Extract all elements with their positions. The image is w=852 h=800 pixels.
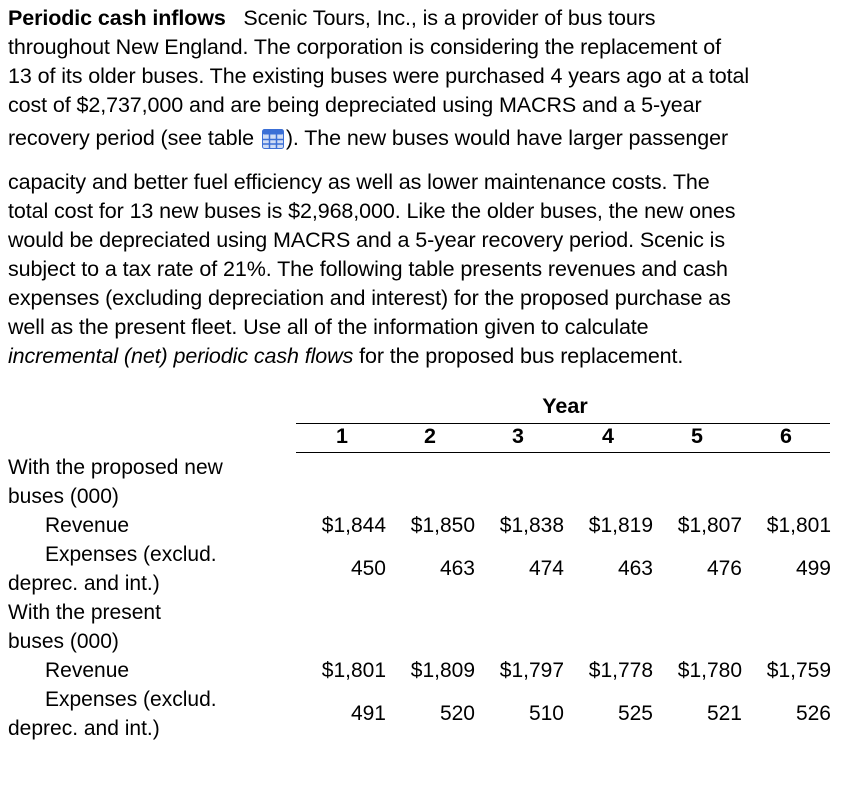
problem-text: for the proposed bus replacement. — [353, 344, 684, 368]
proposed-expenses-y2: 463 — [439, 557, 475, 580]
present-revenue-label: Revenue — [45, 659, 130, 682]
present-expenses-label-line1: Expenses (exclud. — [45, 688, 217, 711]
proposed-expenses-y4: 463 — [617, 557, 653, 580]
header-rule-bottom — [296, 452, 830, 453]
present-revenue-y4: $1,778 — [588, 659, 653, 682]
problem-text: well as the present fleet. Use all of the information given to calculate — [8, 315, 649, 339]
problem-text — [8, 126, 728, 150]
year-col-2: 2 — [424, 424, 436, 448]
proposed-expenses-y1: 450 — [350, 557, 386, 580]
present-expenses-y1: 491 — [350, 702, 386, 725]
year-col-1: 1 — [336, 424, 348, 448]
present-revenue-y6: $1,759 — [766, 659, 831, 682]
proposed-revenue-label: Revenue — [45, 514, 130, 537]
proposed-expenses-y6: 499 — [795, 557, 831, 580]
proposed-revenue-y4: $1,819 — [588, 514, 653, 537]
present-heading-line1: With the present — [8, 601, 161, 624]
proposed-heading-line2: buses (000) — [8, 485, 119, 508]
header-rule-top — [296, 423, 830, 424]
year-col-6: 6 — [780, 424, 792, 448]
problem-text: recovery period (see table — [8, 126, 254, 150]
proposed-expenses-y3: 474 — [528, 557, 564, 580]
present-heading-line2: buses (000) — [8, 630, 119, 653]
proposed-revenue-y5: $1,807 — [677, 514, 742, 537]
proposed-expenses-y5: 476 — [706, 557, 742, 580]
problem-text: would be depreciated using MACRS and a 5-year recovery period. Scenic is — [8, 228, 726, 252]
proposed-revenue-y1: $1,844 — [321, 514, 386, 537]
year-col-5: 5 — [691, 424, 703, 448]
present-expenses-y5: 521 — [706, 702, 742, 725]
emphasis-text: incremental (net) periodic cash flows — [8, 344, 354, 368]
present-revenue-y5: $1,780 — [677, 659, 742, 682]
present-revenue-y3: $1,797 — [499, 659, 564, 682]
problem-text: subject to a tax rate of 21%. The following table presents revenues and cash — [8, 257, 728, 281]
present-expenses-y6: 526 — [795, 702, 831, 725]
problem-text: total cost for 13 new buses is $2,968,000. Like the older buses, the new ones — [8, 199, 736, 223]
problem-text: throughout New England. The corporation is considering the replacement of — [8, 35, 721, 59]
problem-text: ). The new buses would have larger passenger — [285, 126, 729, 150]
paragraph-gap — [8, 156, 844, 168]
year-header: Year — [542, 394, 588, 418]
present-expenses-y2: 520 — [439, 702, 475, 725]
table-grid-icon[interactable] — [262, 124, 284, 144]
problem-statement — [8, 4, 844, 371]
present-expenses-y4: 525 — [617, 702, 653, 725]
problem-text: Scenic Tours, Inc., is a provider of bus tours — [243, 6, 656, 30]
problem-text: expenses (excluding depreciation and interest) for the proposed purchase as — [8, 286, 731, 310]
present-revenue-y1: $1,801 — [321, 659, 386, 682]
proposed-revenue-y2: $1,850 — [410, 514, 475, 537]
present-expenses-label-line2: deprec. and int.) — [8, 717, 160, 740]
problem-text: 13 of its older buses. The existing buses were purchased 4 years ago at a total — [8, 64, 750, 88]
proposed-heading-line1: With the proposed new — [8, 456, 223, 479]
proposed-revenue-y6: $1,801 — [766, 514, 831, 537]
present-expenses-y3: 510 — [528, 702, 564, 725]
proposed-expenses-label-line1: Expenses (exclud. — [45, 543, 217, 566]
present-revenue-y2: $1,809 — [410, 659, 475, 682]
proposed-revenue-y3: $1,838 — [499, 514, 564, 537]
year-col-4: 4 — [602, 424, 614, 448]
problem-text: capacity and better fuel efficiency as well as lower maintenance costs. The — [8, 170, 710, 194]
proposed-expenses-label-line2: deprec. and int.) — [8, 572, 160, 595]
year-col-3: 3 — [512, 424, 524, 448]
problem-title: Periodic cash inflows — [8, 6, 226, 30]
problem-text: cost of $2,737,000 and are being depreciated using MACRS and a 5-year — [8, 93, 702, 117]
